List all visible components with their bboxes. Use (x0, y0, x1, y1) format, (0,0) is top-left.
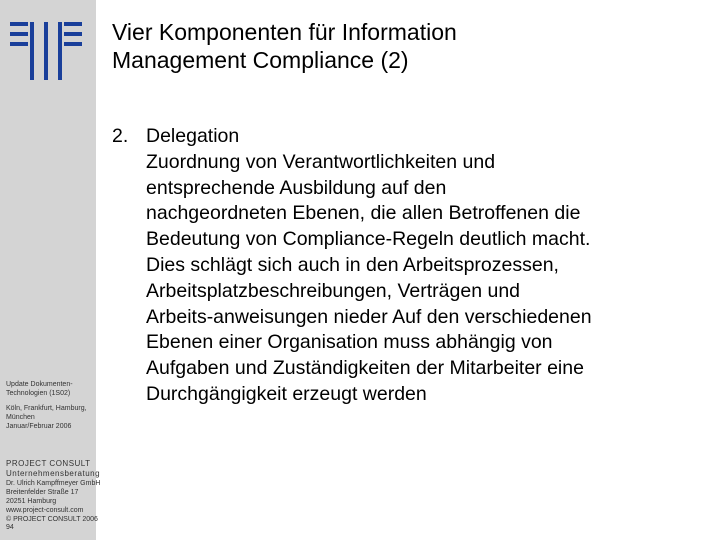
body-line: Arbeitsplatzbeschreibungen, Verträgen und (146, 279, 521, 302)
project-consult-logo-icon (8, 18, 82, 80)
body-line: nachgeordneten Ebenen, die allen Betroffenen die (146, 202, 581, 225)
body-line: Durchgängigkeit erzeugt werden (146, 382, 427, 405)
sidebar-info-line: Januar/Februar 2006 (6, 423, 72, 430)
sidebar-info (6, 380, 94, 431)
company-subtitle: Unternehmensberatung (6, 469, 101, 478)
title-line-2: Management Compliance (2) (112, 47, 409, 73)
copyright: © PROJECT CONSULT 2006 (6, 516, 98, 523)
sidebar-info-line: Update Dokumenten- (6, 381, 73, 388)
company-line: 20251 Hamburg (6, 498, 57, 505)
page-number: 94 (6, 524, 14, 531)
body-line: entsprechende Ausbildung auf den (146, 176, 447, 199)
main-content (112, 124, 712, 408)
item-heading: Delegation (146, 125, 240, 147)
body-line: Aufgaben und Zuständigkeiten der Mitarbeiter eine (146, 357, 584, 380)
company-line: Breitenfelder Straße 17 (6, 489, 79, 496)
sidebar (0, 0, 101, 540)
sidebar-company (6, 459, 101, 524)
title-line-1: Vier Komponenten für Information (112, 19, 457, 45)
body-line: Bedeutung von Compliance-Regeln deutlich macht. (146, 228, 591, 251)
body-line: Dies schlägt sich auch in den Arbeitsprozessen, (146, 253, 559, 276)
company-name: PROJECT CONSULT (6, 459, 91, 468)
sidebar-info-line: München (6, 414, 35, 421)
sidebar-info-line: Köln, Frankfurt, Hamburg, (6, 405, 87, 412)
body-line: Zuordnung von Verantwortlichkeiten und (146, 150, 496, 173)
company-line: Dr. Ulrich Kampffmeyer GmbH (6, 480, 101, 487)
sidebar-info-line: Technologien (1S02) (6, 390, 71, 397)
list-item-heading (112, 124, 712, 150)
item-number: 2. (112, 125, 129, 147)
body-line: Arbeits-anweisungen nieder Auf den verschiedenen (146, 305, 592, 328)
body-line: Ebenen einer Organisation muss abhängig von (146, 331, 553, 354)
page-title (112, 18, 712, 74)
company-website: www.project-consult.com (6, 507, 84, 514)
